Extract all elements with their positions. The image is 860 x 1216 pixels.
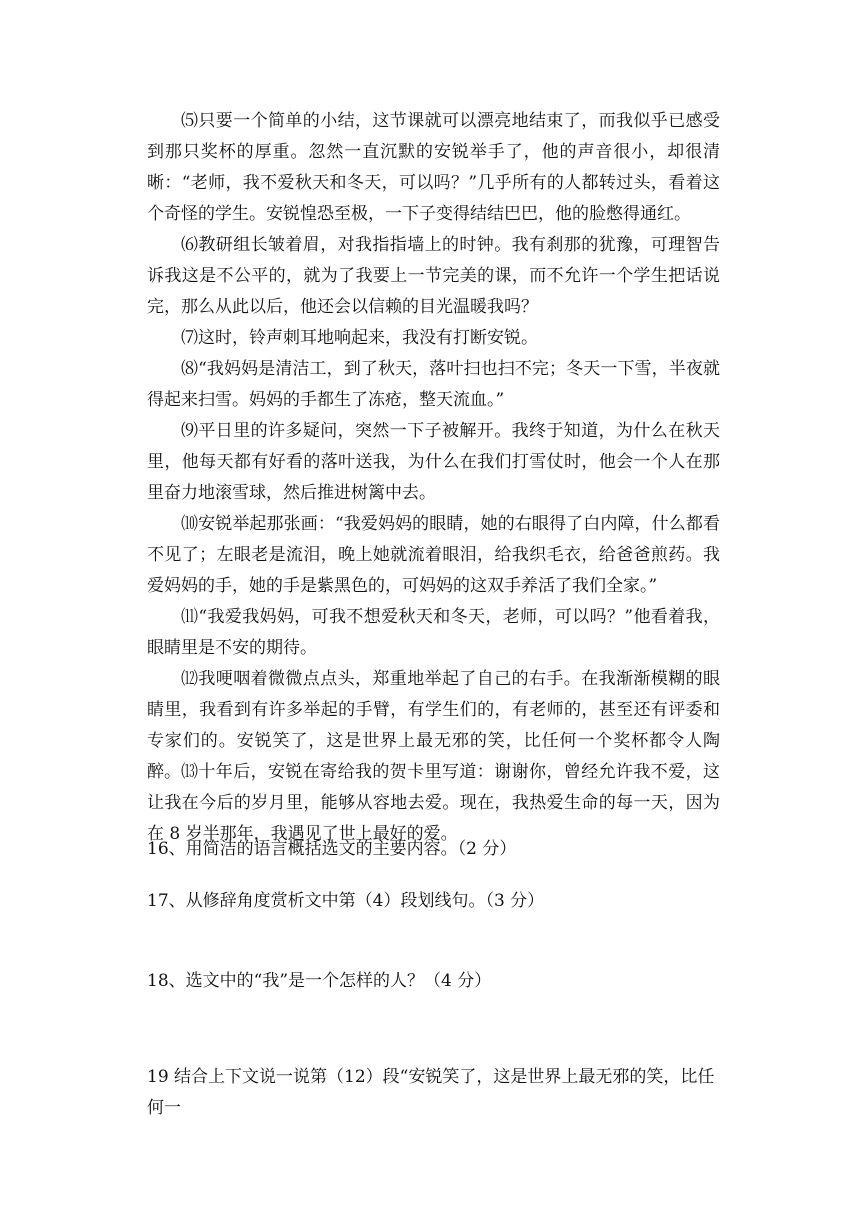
question-17: 17、从修辞角度赏析文中第（4）段划线句。（3 分） — [147, 891, 545, 911]
paragraph-12: ⑿我哽咽着微微点点头，郑重地举起了自己的右手。在我渐渐模糊的眼睛里，我看到有许多举起的手臂，有学生们的，有老师的，甚至还有评委和专家们的。安锐笑了，这是世界上最无邪的笑，比任何一个奖杯都令人陶醉。 — [147, 669, 720, 782]
paragraph-11: ⑾“我爱我妈妈，可我不想爱秋天和冬天，老师，可以吗？”他看着我，眼睛里是不安的期待。 — [147, 607, 720, 658]
paragraph-8: ⑻“我妈妈是清洁工，到了秋天，落叶扫也扫不完；冬天一下雪，半夜就得起来扫雪。妈妈的手都生了冻疮，整天流血。” — [147, 359, 720, 410]
paragraph-10: ⑽安锐举起那张画：“我爱妈妈的眼睛，她的右眼得了白内障，什么都看不见了；左眼老是流泪，晚上她就流着眼泪，给我织毛衣，给爸爸煎药。我爱妈妈的手，她的手是紫黑色的，可妈妈的这双手养活了我们全家。” — [147, 514, 720, 596]
paragraph-6: ⑹教研组长皱着眉，对我指指墙上的时钟。我有刹那的犹豫，可理智告诉我这是不公平的，就为了我要上一节完美的课，而不允许一个学生把话说完，那么从此以后，他还会以信赖的目光温暖我吗？ — [147, 235, 720, 317]
paragraph-13: ⒀十年后，安锐在寄给我的贺卡里写道：谢谢你，曾经允许我不爱，这让我在今后的岁月里，能够从容地去爱。现在，我热爱生命的每一天，因为在 8 岁半那年，我遇见了世上最好的爱。 — [147, 762, 720, 844]
paragraph-5: ⑸只要一个简单的小结，这节课就可以漂亮地结束了，而我似乎已感受到那只奖杯的厚重。忽然一直沉默的安锐举手了，他的声音很小，却很清晰：“老师，我不爱秋天和冬天，可以吗？”几乎所有的人都转过头，看着这个奇怪的学生。安锐惶恐至极，一下子变得结结巴巴，他的脸憋得通红。 — [147, 111, 720, 224]
question-18: 18、选文中的“我”是一个怎样的人？（4 分） — [147, 971, 492, 991]
question-19: 19 结合上下文说一说第（12）段“安锐笑了，这是世界上最无邪的笑，比任何一 — [147, 1067, 715, 1118]
question-16: 16、用简洁的语言概括选文的主要内容。（2 分） — [147, 839, 517, 859]
paragraph-9: ⑼平日里的许多疑问，突然一下子被解开。我终于知道，为什么在秋天里，他每天都有好看的落叶送我，为什么在我们打雪仗时，他会一个人在那里奋力地滚雪球，然后推进树篱中去。 — [147, 421, 720, 503]
paragraph-7: ⑺这时，铃声刺耳地响起来，我没有打断安锐。 — [181, 328, 538, 348]
